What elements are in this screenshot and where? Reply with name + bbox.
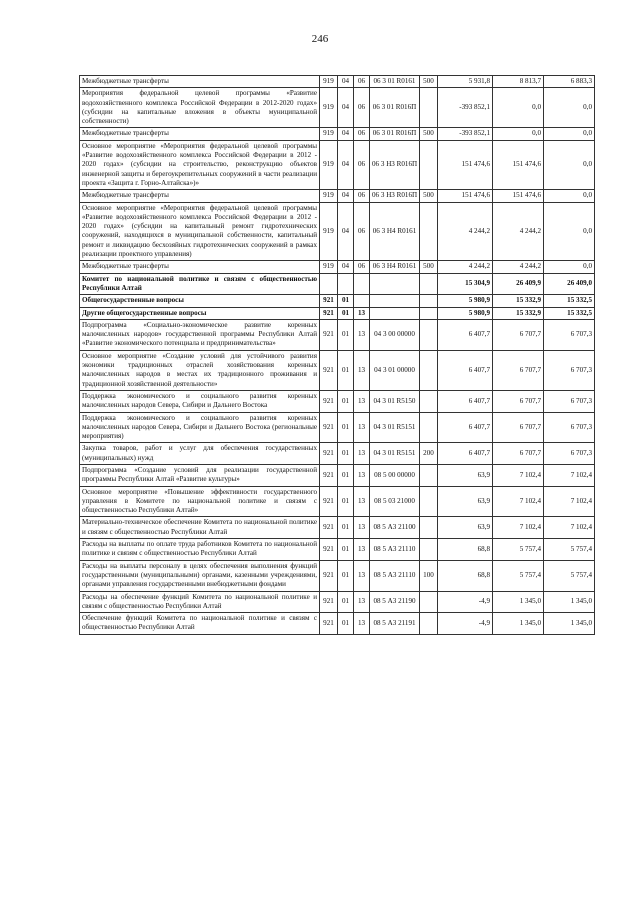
- section-code: 04: [338, 128, 354, 140]
- target-article-code: 08 5 03 21000: [370, 486, 420, 517]
- amount-3: 15 332,5: [544, 307, 595, 319]
- target-article-code: 08 5 А3 21100: [370, 517, 420, 539]
- amount-2: 1 345,0: [493, 591, 544, 613]
- section-code: 01: [338, 390, 354, 412]
- amount-3: 6 707,3: [544, 443, 595, 465]
- amount-1: -4,9: [438, 591, 493, 613]
- table-row: [80, 613, 595, 635]
- amount-2: 8 813,7: [493, 76, 544, 88]
- admin-code: 921: [320, 464, 338, 486]
- expense-type-code: [420, 412, 438, 443]
- subsection-code: 06: [354, 202, 370, 261]
- target-article-code: 06 3 01 R016П: [370, 128, 420, 140]
- table-row: [80, 88, 595, 128]
- row-name: Закупка товаров, работ и услуг для обеспечения государственных (муниципальных) нужд: [80, 443, 320, 465]
- subsection-code: 13: [354, 319, 370, 350]
- section-code: 04: [338, 261, 354, 273]
- section-code: 01: [338, 443, 354, 465]
- amount-3: 6 707,3: [544, 319, 595, 350]
- subsection-code: 13: [354, 560, 370, 591]
- amount-2: 151 474,6: [493, 140, 544, 189]
- amount-3: 0,0: [544, 140, 595, 189]
- amount-1: 68,8: [438, 539, 493, 561]
- expense-type-code: [420, 202, 438, 261]
- amount-1: 5 980,9: [438, 295, 493, 307]
- row-name: Расходы на обеспечение функций Комитета по национальной политике и связям с общественностью Республики Алтай: [80, 591, 320, 613]
- section-code: 04: [338, 202, 354, 261]
- table-row: [80, 319, 595, 350]
- amount-1: 4 244,2: [438, 202, 493, 261]
- amount-1: 151 474,6: [438, 190, 493, 202]
- admin-code: 921: [320, 307, 338, 319]
- subsection-code: [354, 273, 370, 295]
- expense-type-code: [420, 88, 438, 128]
- target-article-code: 08 5 А3 21110: [370, 539, 420, 561]
- table-row: [80, 307, 595, 319]
- amount-1: 63,9: [438, 464, 493, 486]
- amount-3: 1 345,0: [544, 613, 595, 635]
- expense-type-code: 200: [420, 443, 438, 465]
- table-row: [80, 486, 595, 517]
- row-name: Расходы на выплаты персоналу в целях обеспечения выполнения функций государственными (муниципальными) органами, казенными учреждениями, органами управления государственными внебюджетными фондами: [80, 560, 320, 591]
- subsection-code: 13: [354, 613, 370, 635]
- expense-type-code: [420, 273, 438, 295]
- section-code: 01: [338, 591, 354, 613]
- budget-table: [79, 75, 595, 635]
- expense-type-code: [420, 295, 438, 307]
- subsection-code: 13: [354, 443, 370, 465]
- admin-code: 921: [320, 412, 338, 443]
- section-code: 01: [338, 517, 354, 539]
- expense-type-code: [420, 486, 438, 517]
- row-name: Подпрограмма «Социально-экономическое развитие коренных малочисленных народов» государственной программы Республики Алтай «Развитие экономического потенциала и предпринимательства»: [80, 319, 320, 350]
- admin-code: 921: [320, 390, 338, 412]
- target-article-code: 08 5 00 00000: [370, 464, 420, 486]
- row-name: Расходы на выплаты по оплате труда работников Комитета по национальной политике и связям с общественностью Республики Алтай: [80, 539, 320, 561]
- row-name: Поддержка экономического и социального развития коренных малочисленных народов Севера, Сибири и Дальнего Востока (региональные мероприятия): [80, 412, 320, 443]
- expense-type-code: [420, 517, 438, 539]
- table-row: [80, 76, 595, 88]
- target-article-code: 04 3 01 R5150: [370, 390, 420, 412]
- admin-code: 919: [320, 140, 338, 189]
- amount-1: 15 304,9: [438, 273, 493, 295]
- amount-2: 5 757,4: [493, 539, 544, 561]
- table-row: [80, 539, 595, 561]
- amount-3: 26 409,0: [544, 273, 595, 295]
- subsection-code: 13: [354, 412, 370, 443]
- table-row: [80, 412, 595, 443]
- target-article-code: 04 3 01 R5151: [370, 412, 420, 443]
- row-name: Межбюджетные трансферты: [80, 190, 320, 202]
- amount-2: 6 707,7: [493, 412, 544, 443]
- admin-code: 921: [320, 539, 338, 561]
- amount-3: 6 707,3: [544, 390, 595, 412]
- subsection-code: 13: [354, 539, 370, 561]
- row-name: Основное мероприятие «Повышение эффективности государственного управления в Комитете по национальной политике и связям с общественностью Республики Алтай»: [80, 486, 320, 517]
- amount-3: 0,0: [544, 128, 595, 140]
- section-code: 01: [338, 464, 354, 486]
- expense-type-code: [420, 591, 438, 613]
- amount-2: 0,0: [493, 128, 544, 140]
- amount-3: 6 883,3: [544, 76, 595, 88]
- admin-code: 921: [320, 517, 338, 539]
- row-name: Основное мероприятие «Мероприятия федеральной целевой программы «Развитие водохозяйственного комплекса Российской Федерации в 2012 - 2020 годах» (субсидии на строительство, реконструкцию объектов инженерной защиты и берегоукрепительных сооружений в части реализации проекта «Защита г. Горно-Алтайска»)»: [80, 140, 320, 189]
- target-article-code: 08 5 А3 21190: [370, 591, 420, 613]
- amount-2: 0,0: [493, 88, 544, 128]
- row-name: Межбюджетные трансферты: [80, 261, 320, 273]
- row-name: Комитет по национальной политике и связям с общественностью Республики Алтай: [80, 273, 320, 295]
- admin-code: 921: [320, 613, 338, 635]
- amount-1: 4 244,2: [438, 261, 493, 273]
- section-code: 04: [338, 76, 354, 88]
- amount-3: 7 102,4: [544, 517, 595, 539]
- amount-2: 6 707,7: [493, 443, 544, 465]
- target-article-code: 04 3 01 00000: [370, 350, 420, 390]
- target-article-code: 06 3 Н3 R016П: [370, 140, 420, 189]
- amount-3: 15 332,5: [544, 295, 595, 307]
- section-code: [338, 273, 354, 295]
- subsection-code: [354, 295, 370, 307]
- target-article-code: [370, 273, 420, 295]
- amount-1: 6 407,7: [438, 319, 493, 350]
- amount-3: 5 757,4: [544, 560, 595, 591]
- amount-2: 15 332,9: [493, 295, 544, 307]
- expense-type-code: [420, 613, 438, 635]
- amount-3: 0,0: [544, 190, 595, 202]
- amount-3: 5 757,4: [544, 539, 595, 561]
- subsection-code: 13: [354, 517, 370, 539]
- expense-type-code: [420, 350, 438, 390]
- row-name: Межбюджетные трансферты: [80, 128, 320, 140]
- admin-code: 919: [320, 128, 338, 140]
- table-row: [80, 190, 595, 202]
- section-code: 01: [338, 613, 354, 635]
- admin-code: 921: [320, 350, 338, 390]
- expense-type-code: 500: [420, 190, 438, 202]
- expense-type-code: 500: [420, 76, 438, 88]
- target-article-code: [370, 295, 420, 307]
- amount-2: 6 707,7: [493, 350, 544, 390]
- amount-1: 63,9: [438, 486, 493, 517]
- admin-code: 919: [320, 88, 338, 128]
- table-row: [80, 390, 595, 412]
- amount-3: 7 102,4: [544, 486, 595, 517]
- amount-1: 6 407,7: [438, 412, 493, 443]
- row-name: Межбюджетные трансферты: [80, 76, 320, 88]
- admin-code: 921: [320, 443, 338, 465]
- expense-type-code: [420, 319, 438, 350]
- target-article-code: 06 3 01 R016П: [370, 88, 420, 128]
- subsection-code: 13: [354, 307, 370, 319]
- admin-code: 921: [320, 295, 338, 307]
- section-code: 04: [338, 190, 354, 202]
- section-code: 01: [338, 307, 354, 319]
- subsection-code: 06: [354, 190, 370, 202]
- subsection-code: 06: [354, 88, 370, 128]
- amount-2: 6 707,7: [493, 390, 544, 412]
- page-number: 246: [311, 33, 329, 45]
- section-code: 01: [338, 412, 354, 443]
- section-code: 01: [338, 539, 354, 561]
- section-code: 01: [338, 350, 354, 390]
- row-name: Основное мероприятие «Мероприятия федеральной целевой программы «Развитие водохозяйственного комплекса Российской Федерации в 2012 - 2020 годах» (субсидии на капитальный ремонт гидротехнических сооружений, находящихся в муниципальной собственности, капитальный ремонт и ликвидацию бесхозяйных гидротехнических сооружений в рамках реализации проектного управления): [80, 202, 320, 261]
- expense-type-code: [420, 539, 438, 561]
- subsection-code: 13: [354, 350, 370, 390]
- admin-code: 921: [320, 319, 338, 350]
- section-code: 01: [338, 560, 354, 591]
- amount-3: 0,0: [544, 261, 595, 273]
- amount-2: 1 345,0: [493, 613, 544, 635]
- amount-1: -393 852,1: [438, 88, 493, 128]
- subsection-code: 06: [354, 128, 370, 140]
- amount-1: -393 852,1: [438, 128, 493, 140]
- target-article-code: 06 3 Н4 R0161: [370, 202, 420, 261]
- table-row: [80, 261, 595, 273]
- amount-1: 5 980,9: [438, 307, 493, 319]
- table-row: [80, 560, 595, 591]
- target-article-code: 04 3 01 R5151: [370, 443, 420, 465]
- target-article-code: 06 3 Н3 R016П: [370, 190, 420, 202]
- expense-type-code: [420, 307, 438, 319]
- admin-code: 919: [320, 76, 338, 88]
- amount-1: 6 407,7: [438, 443, 493, 465]
- subsection-code: 06: [354, 140, 370, 189]
- table-row: [80, 295, 595, 307]
- amount-2: 26 409,9: [493, 273, 544, 295]
- amount-1: 151 474,6: [438, 140, 493, 189]
- table-row: [80, 140, 595, 189]
- table-row: [80, 350, 595, 390]
- admin-code: [320, 273, 338, 295]
- amount-2: 15 332,9: [493, 307, 544, 319]
- row-name: Другие общегосударственные вопросы: [80, 307, 320, 319]
- amount-1: 5 931,8: [438, 76, 493, 88]
- table-row: [80, 443, 595, 465]
- table-body: [80, 76, 595, 635]
- admin-code: 921: [320, 591, 338, 613]
- amount-2: 4 244,2: [493, 202, 544, 261]
- row-name: Обеспечение функций Комитета по национальной политике и связям с общественностью Республики Алтай: [80, 613, 320, 635]
- table-row: [80, 464, 595, 486]
- amount-2: 5 757,4: [493, 560, 544, 591]
- expense-type-code: [420, 464, 438, 486]
- amount-3: 7 102,4: [544, 464, 595, 486]
- table-row: [80, 202, 595, 261]
- row-name: Материально-техническое обеспечение Комитета по национальной политике и связям с общественностью Республики Алтай: [80, 517, 320, 539]
- amount-2: 7 102,4: [493, 464, 544, 486]
- row-name: Подпрограмма «Создание условий для реализации государственной программы Республики Алтай «Развитие культуры»: [80, 464, 320, 486]
- table-row: [80, 517, 595, 539]
- admin-code: 921: [320, 486, 338, 517]
- target-article-code: [370, 307, 420, 319]
- subsection-code: 13: [354, 464, 370, 486]
- subsection-code: 13: [354, 486, 370, 517]
- admin-code: 921: [320, 560, 338, 591]
- amount-1: 6 407,7: [438, 390, 493, 412]
- table-row: [80, 273, 595, 295]
- admin-code: 919: [320, 261, 338, 273]
- target-article-code: 06 3 01 R0161: [370, 76, 420, 88]
- amount-2: 4 244,2: [493, 261, 544, 273]
- amount-3: 0,0: [544, 202, 595, 261]
- amount-2: 6 707,7: [493, 319, 544, 350]
- expense-type-code: 500: [420, 261, 438, 273]
- row-name: Поддержка экономического и социального развития коренных малочисленных народов Севера, Сибири и Дальнего Востока: [80, 390, 320, 412]
- admin-code: 919: [320, 202, 338, 261]
- target-article-code: 08 5 А3 21191: [370, 613, 420, 635]
- section-code: 01: [338, 486, 354, 517]
- section-code: 04: [338, 140, 354, 189]
- amount-3: 6 707,3: [544, 412, 595, 443]
- amount-3: 0,0: [544, 88, 595, 128]
- amount-1: 6 407,7: [438, 350, 493, 390]
- amount-3: 1 345,0: [544, 591, 595, 613]
- section-code: 04: [338, 88, 354, 128]
- row-name: Мероприятия федеральной целевой программы «Развитие водохозяйственного комплекса Российской Федерации в 2012-2020 годах» (субсидии на капитальные вложения в объекты муниципальной собственности): [80, 88, 320, 128]
- admin-code: 919: [320, 190, 338, 202]
- row-name: Основное мероприятие «Создание условий для устойчивого развития экономики традиционных отраслей хозяйствования коренных малочисленных народов в местах их традиционного проживания и традиционной хозяйственной деятельности»: [80, 350, 320, 390]
- expense-type-code: [420, 140, 438, 189]
- section-code: 01: [338, 295, 354, 307]
- section-code: 01: [338, 319, 354, 350]
- amount-1: 63,9: [438, 517, 493, 539]
- expense-type-code: 500: [420, 128, 438, 140]
- amount-3: 6 707,3: [544, 350, 595, 390]
- subsection-code: 06: [354, 261, 370, 273]
- subsection-code: 13: [354, 390, 370, 412]
- expense-type-code: 100: [420, 560, 438, 591]
- amount-1: -4,9: [438, 613, 493, 635]
- subsection-code: 06: [354, 76, 370, 88]
- amount-1: 68,8: [438, 560, 493, 591]
- amount-2: 7 102,4: [493, 517, 544, 539]
- amount-2: 151 474,6: [493, 190, 544, 202]
- amount-2: 7 102,4: [493, 486, 544, 517]
- table-row: [80, 128, 595, 140]
- row-name: Общегосударственные вопросы: [80, 295, 320, 307]
- table-row: [80, 591, 595, 613]
- target-article-code: 06 3 Н4 R0161: [370, 261, 420, 273]
- expense-type-code: [420, 390, 438, 412]
- target-article-code: 08 5 А3 21110: [370, 560, 420, 591]
- target-article-code: 04 3 00 00000: [370, 319, 420, 350]
- subsection-code: 13: [354, 591, 370, 613]
